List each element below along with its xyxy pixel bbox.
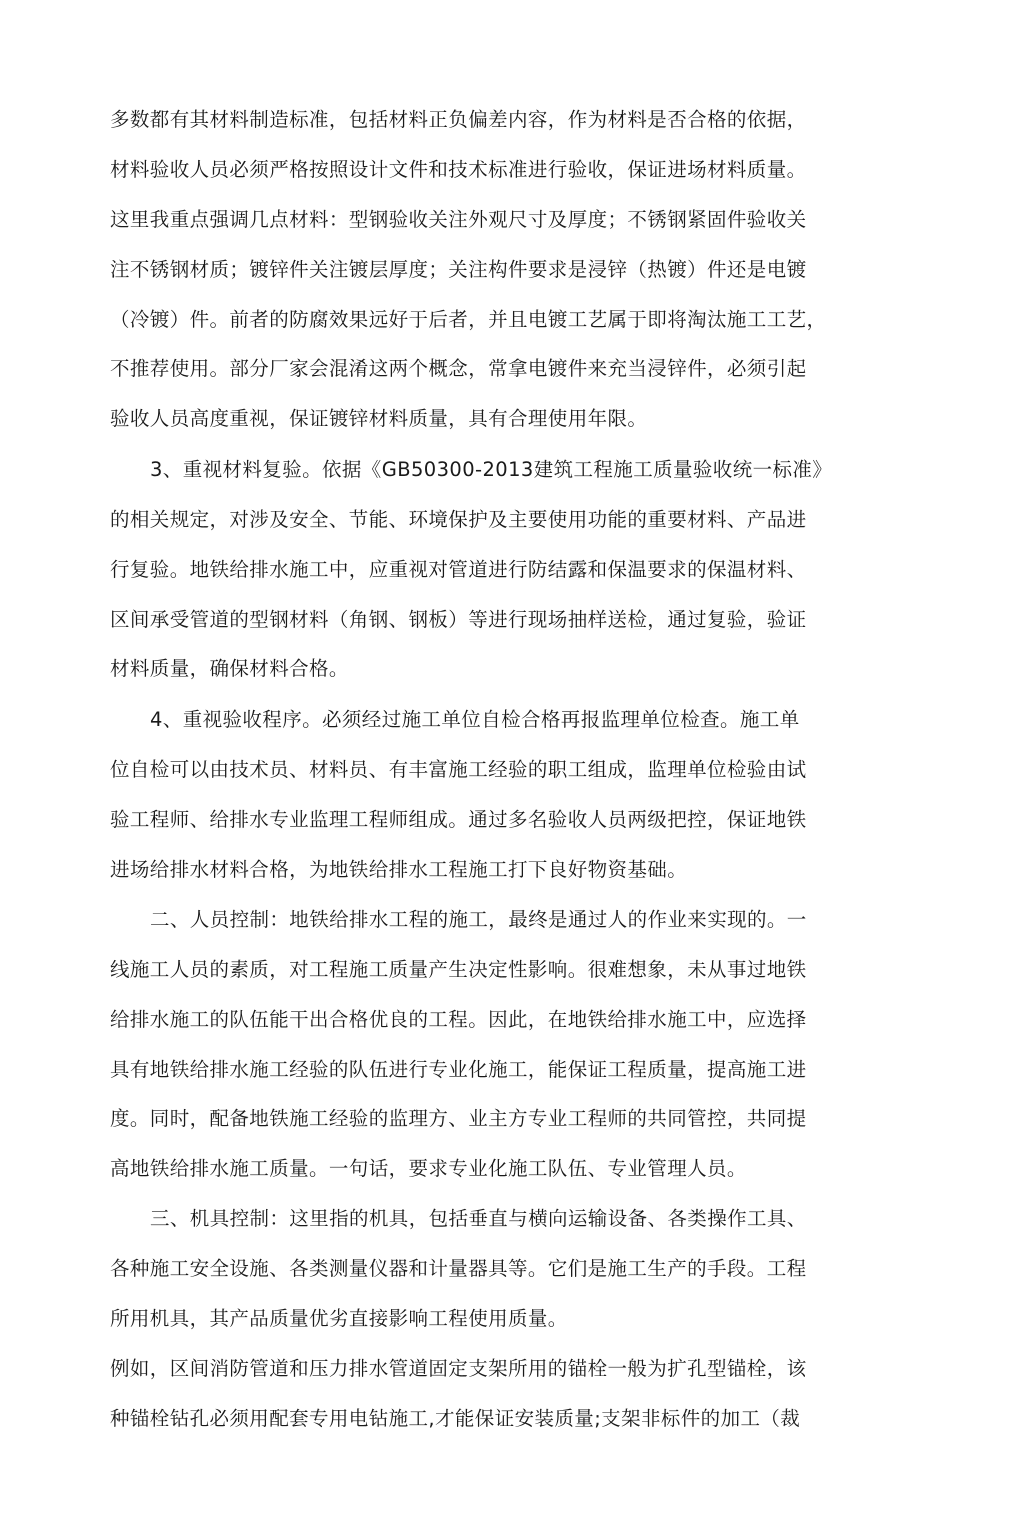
text-line: 不推荐使用。部分厂家会混淆这两个概念，常拿电镀件来充当浸锌件，必须引起 (110, 357, 807, 380)
text-line: 度。同时，配备地铁施工经验的监理方、业主方专业工程师的共同管控，共同提 (110, 1107, 807, 1130)
text-line: 高地铁给排水施工质量。一句话，要求专业化施工队伍、专业管理人员。 (110, 1157, 747, 1180)
text-line: 位自检可以由技术员、材料员、有丰富施工经验的职工组成，监理单位检验由试 (110, 758, 807, 781)
text-line: 种锚栓钻孔必须用配套专用电钻施工,才能保证安装质量;支架非标件的加工（裁 (110, 1407, 801, 1430)
text-line: 给排水施工的队伍能干出合格优良的工程。因此，在地铁给排水施工中，应选择 (110, 1008, 807, 1031)
paragraph-3-start: 3、重视材料复验。依据《GB50300-2013建筑工程施工质量验收统一标准》 (150, 458, 833, 481)
paragraph-4-start: 4、重视验收程序。必须经过施工单位自检合格再报监理单位检查。施工单 (150, 708, 800, 731)
text-line: 所用机具，其产品质量优劣直接影响工程使用质量。 (110, 1307, 568, 1330)
text-line: 线施工人员的素质，对工程施工质量产生决定性影响。很难想象，未从事过地铁 (110, 958, 807, 981)
text-line: 具有地铁给排水施工经验的队伍进行专业化施工，能保证工程质量，提高施工进 (110, 1058, 807, 1081)
text-line: （冷镀）件。前者的防腐效果远好于后者，并且电镀工艺属于即将淘汰施工工艺， (110, 308, 827, 331)
text-line: 这里我重点强调几点材料：型钢验收关注外观尺寸及厚度；不锈钢紧固件验收关 (110, 208, 807, 231)
text-line: 注不锈钢材质；镀锌件关注镀层厚度；关注构件要求是浸锌（热镀）件还是电镀 (110, 258, 807, 281)
text-line: 材料验收人员必须严格按照设计文件和技术标准进行验收，保证进场材料质量。 (110, 158, 807, 181)
text-line: 多数都有其材料制造标准，包括材料正负偏差内容，作为材料是否合格的依据， (110, 108, 807, 131)
text-line: 各种施工安全设施、各类测量仪器和计量器具等。它们是施工生产的手段。工程 (110, 1257, 807, 1280)
text-line: 区间承受管道的型钢材料（角钢、钢板）等进行现场抽样送检，通过复验，验证 (110, 608, 807, 631)
text-line: 验收人员高度重视，保证镀锌材料质量，具有合理使用年限。 (110, 407, 648, 430)
section-3-heading-line: 三、机具控制：这里指的机具，包括垂直与横向运输设备、各类操作工具、 (150, 1207, 807, 1230)
text-line: 的相关规定，对涉及安全、节能、环境保护及主要使用功能的重要材料、产品进 (110, 508, 807, 531)
section-2-heading-line: 二、人员控制：地铁给排水工程的施工，最终是通过人的作业来实现的。一 (150, 908, 807, 931)
text-line: 材料质量，确保材料合格。 (110, 657, 349, 680)
text-line: 行复验。地铁给排水施工中，应重视对管道进行防结露和保温要求的保温材料、 (110, 558, 807, 581)
text-line: 验工程师、给排水专业监理工程师组成。通过多名验收人员两级把控，保证地铁 (110, 808, 807, 831)
example-paragraph-start: 例如，区间消防管道和压力排水管道固定支架所用的锚栓一般为扩孔型锚栓，该 (110, 1357, 807, 1380)
text-line: 进场给排水材料合格，为地铁给排水工程施工打下良好物资基础。 (110, 858, 688, 881)
